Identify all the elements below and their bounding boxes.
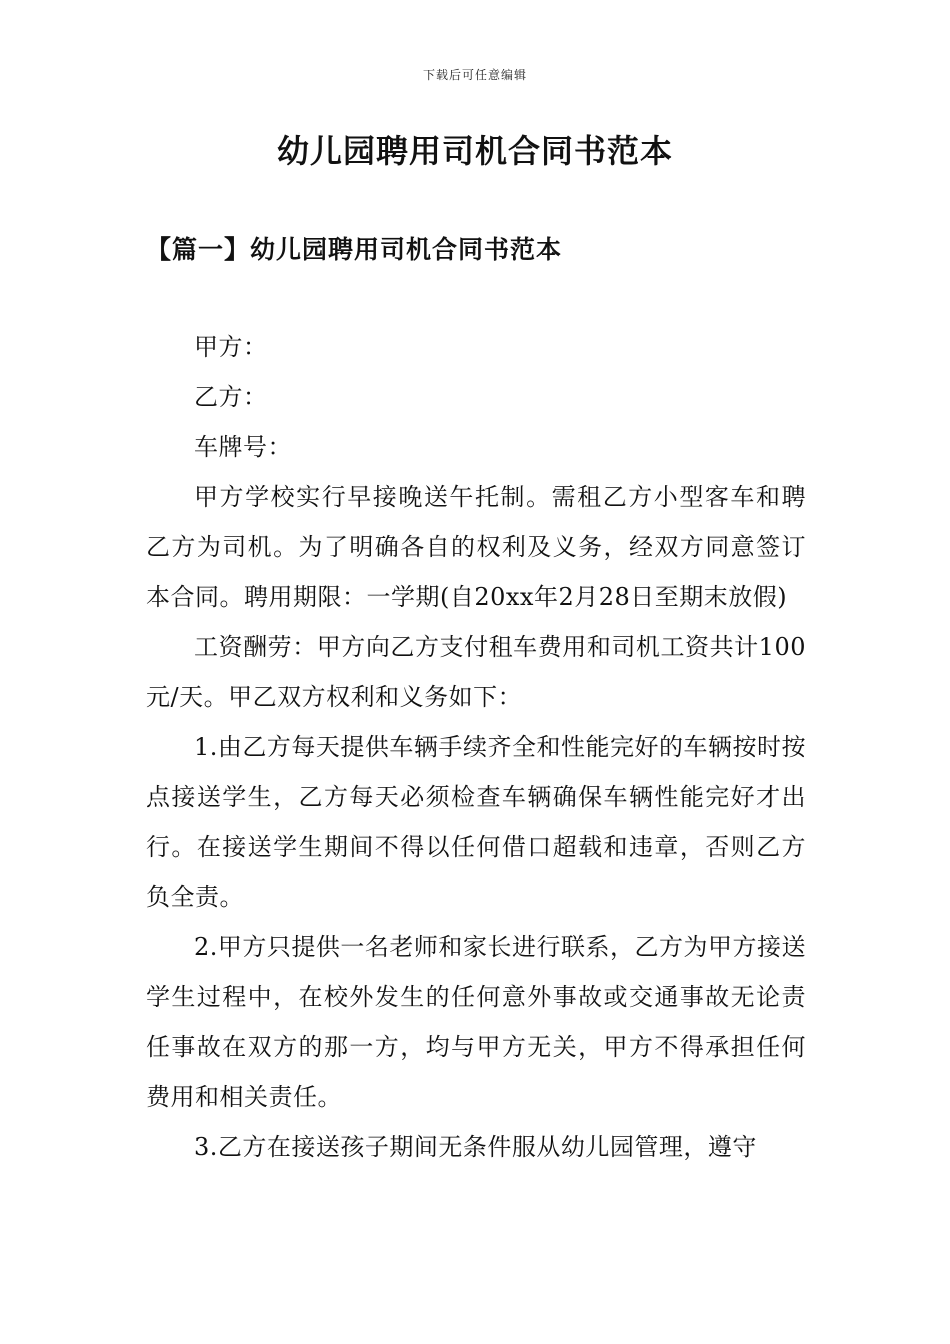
paragraph-clause-2: 2.甲方只提供一名老师和家长进行联系，乙方为甲方接送学生过程中，在校外发生的任何意外事故或交通事故无论责任事故在双方的那一方，均与甲方无关，甲方不得承担任何费用和相关责任。 bbox=[146, 933, 806, 1111]
paragraph-clause-1: 1.由乙方每天提供车辆手续齐全和性能完好的车辆按时按点接送学生，乙方每天必须检查车辆确保车辆性能完好才出行。在接送学生期间不得以任何借口超载和违章，否则乙方负全责。 bbox=[146, 733, 806, 911]
paragraph-clause-3: 3.乙方在接送孩子期间无条件服从幼儿园管理，遵守 bbox=[194, 1133, 757, 1161]
section-heading: 【篇一】幼儿园聘用司机合同书范本 bbox=[146, 235, 563, 264]
header-note: 下载后可任意编辑 bbox=[422, 68, 527, 82]
party-a-line: 甲方： bbox=[194, 333, 268, 361]
party-b-line: 乙方： bbox=[194, 383, 268, 411]
license-plate-line: 车牌号： bbox=[194, 433, 292, 461]
paragraph-intro: 甲方学校实行早接晚送午托制。需租乙方小型客车和聘乙方为司机。为了明确各自的权利及义务，经双方同意签订本合同。聘用期限：一学期(自20xx年2月28日至期末放假) bbox=[146, 483, 806, 611]
document-body bbox=[146, 322, 806, 1172]
document-title: 幼儿园聘用司机合同书范本 bbox=[276, 132, 673, 170]
paragraph-remuneration: 工资酬劳：甲方向乙方支付租车费用和司机工资共计100元/天。甲乙双方权利和义务如下： bbox=[146, 633, 806, 711]
